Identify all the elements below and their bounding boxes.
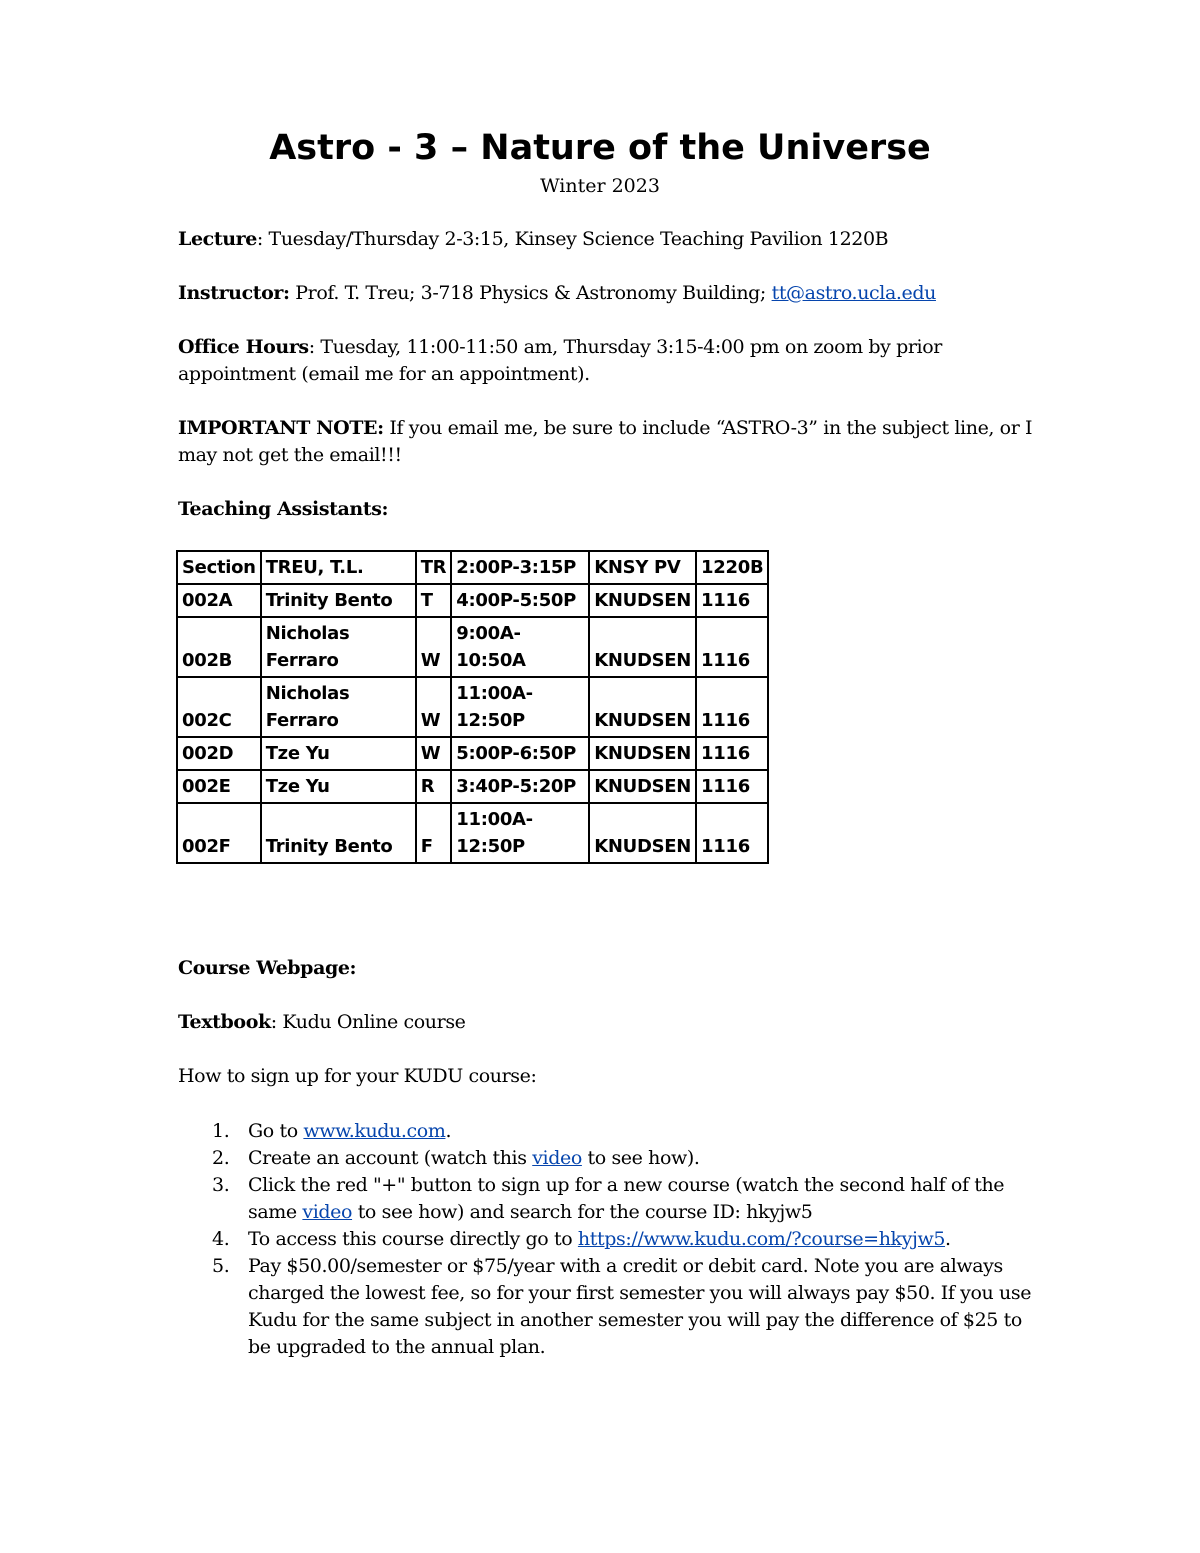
table-row (177, 677, 768, 737)
table-row (177, 737, 768, 770)
time-cell: 5:00P-6:50P (451, 737, 589, 770)
ta-name-cell: Trinity Bento (261, 584, 416, 617)
time-cell: 9:00A-10:50A (451, 617, 589, 677)
instructor-email-link[interactable]: tt@astro.ucla.edu (771, 282, 936, 304)
video-link[interactable]: video (302, 1201, 353, 1223)
table-row (177, 617, 768, 677)
header-cell: TREU, T.L. (261, 551, 416, 584)
ta-name-cell: Nicholas Ferraro (261, 677, 416, 737)
building-cell: KNUDSEN (589, 737, 696, 770)
kudu-website-link[interactable]: www.kudu.com (303, 1120, 446, 1142)
list-item (178, 1172, 1038, 1226)
day-cell: W (416, 677, 452, 737)
building-cell: KNUDSEN (589, 584, 696, 617)
header-cell: 2:00P-3:15P (451, 551, 589, 584)
building-cell: KNUDSEN (589, 617, 696, 677)
time-cell: 11:00A-12:50P (451, 677, 589, 737)
time-cell: 3:40P-5:20P (451, 770, 589, 803)
ta-table (176, 550, 769, 864)
room-cell: 1116 (696, 677, 768, 737)
day-cell: W (416, 737, 452, 770)
room-cell: 1116 (696, 617, 768, 677)
header-cell: 1220B (696, 551, 768, 584)
section-cell: 002F (177, 803, 261, 863)
ta-heading-line (178, 496, 1038, 523)
list-item (178, 1253, 1038, 1361)
list-item (178, 1118, 1038, 1145)
ta-name-cell: Trinity Bento (261, 803, 416, 863)
course-webpage-line (178, 955, 1038, 982)
room-cell: 1116 (696, 770, 768, 803)
document-title: Astro - 3 – Nature of the Universe (269, 128, 931, 168)
step-number: 3. (212, 1174, 230, 1196)
list-item (178, 1226, 1038, 1253)
room-cell: 1116 (696, 803, 768, 863)
day-cell: T (416, 584, 452, 617)
table-row (177, 803, 768, 863)
day-cell: R (416, 770, 452, 803)
step-text: Create an account (watch this (248, 1147, 533, 1169)
step-number: 1. (212, 1120, 230, 1142)
office-hours-label: Office Hours (178, 336, 309, 358)
instructor-text: Prof. T. Treu; 3-718 Physics & Astronomy Building; (289, 282, 772, 304)
course-direct-link[interactable]: https://www.kudu.com/?course=hkyjw5 (577, 1228, 946, 1250)
signup-intro: How to sign up for your KUDU course: (178, 1065, 537, 1087)
lecture-text: : Tuesday/Thursday 2-3:15, Kinsey Science Teaching Pavilion 1220B (256, 228, 889, 250)
header-cell: KNSY PV (589, 551, 696, 584)
header-cell: Section (177, 551, 261, 584)
building-cell: KNUDSEN (589, 803, 696, 863)
ta-name-cell: Tze Yu (261, 737, 416, 770)
textbook-label: Textbook (178, 1011, 271, 1033)
ta-table-header-row (177, 551, 768, 584)
video-link[interactable]: video (532, 1147, 582, 1169)
important-note-text: If you email me, be sure to include “ASTRO-3” in the subject line, or I may not get the email!!! (178, 417, 1033, 466)
table-row (177, 770, 768, 803)
step-number: 5. (212, 1255, 230, 1277)
course-webpage-label: Course Webpage: (178, 957, 357, 979)
step-text: . (445, 1120, 452, 1142)
room-cell: 1116 (696, 584, 768, 617)
lecture-line (178, 226, 1038, 253)
room-cell: 1116 (696, 737, 768, 770)
building-cell: KNUDSEN (589, 677, 696, 737)
important-note-label: IMPORTANT NOTE: (178, 417, 384, 439)
textbook-line (178, 1009, 1038, 1036)
header-cell: TR (416, 551, 452, 584)
office-hours-text: : Tuesday, 11:00-11:50 am, Thursday 3:15-4:00 pm on zoom by prior appointment (email me for an appointment). (178, 336, 942, 385)
section-cell: 002C (177, 677, 261, 737)
step-number: 2. (212, 1147, 230, 1169)
instructor-line (178, 280, 1038, 307)
important-note-paragraph (178, 415, 1038, 469)
building-cell: KNUDSEN (589, 770, 696, 803)
ta-heading: Teaching Assistants: (178, 498, 389, 520)
signup-steps-list (178, 1118, 1038, 1361)
step-text: to see how) and search for the course ID: hkyjw5 (352, 1201, 813, 1223)
section-cell: 002B (177, 617, 261, 677)
list-item (178, 1145, 1038, 1172)
step-text: Pay $50.00/semester or $75/year with a credit or debit card. Note you are always charged the lowest fee, so for your first semester you will always pay $50. If you use Kudu for the same subject in another semester you will pay the difference of $25 to be upgraded to the annual plan. (248, 1255, 1032, 1358)
time-cell: 4:00P-5:50P (451, 584, 589, 617)
step-text: Click the red "+" button to sign up for a new course (watch the second half of the same (248, 1174, 1005, 1223)
instructor-label: Instructor: (178, 282, 290, 304)
lecture-label: Lecture (178, 228, 257, 250)
office-hours-paragraph (178, 334, 1038, 388)
day-cell: W (416, 617, 452, 677)
term-subtitle: Winter 2023 (540, 175, 660, 197)
section-cell: 002A (177, 584, 261, 617)
step-text: . (945, 1228, 951, 1250)
table-row (177, 584, 768, 617)
ta-name-cell: Nicholas Ferraro (261, 617, 416, 677)
step-text: to see how). (581, 1147, 700, 1169)
step-number: 4. (212, 1228, 230, 1250)
ta-name-cell: Tze Yu (261, 770, 416, 803)
section-cell: 002E (177, 770, 261, 803)
step-text: To access this course directly go to (248, 1228, 578, 1250)
day-cell: F (416, 803, 452, 863)
step-text: Go to (248, 1120, 304, 1142)
textbook-text: : Kudu Online course (270, 1011, 466, 1033)
time-cell: 11:00A-12:50P (451, 803, 589, 863)
section-cell: 002D (177, 737, 261, 770)
